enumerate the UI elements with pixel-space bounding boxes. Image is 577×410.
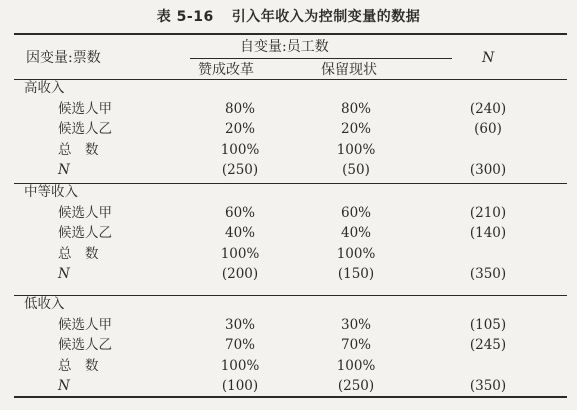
cell-keep-status-quo: 20% — [340, 121, 371, 137]
cell-support-reform: 40% — [224, 225, 255, 241]
cell-n: (350) — [469, 266, 507, 282]
group-label: 中等收入 — [24, 184, 78, 200]
row-label: N — [58, 378, 70, 394]
cell-keep-status-quo: (50) — [342, 162, 370, 178]
group-separator-rule — [14, 183, 567, 184]
cell-keep-status-quo: (150) — [337, 266, 375, 282]
row-label: N — [58, 162, 70, 178]
cell-keep-status-quo: 100% — [336, 357, 376, 374]
cell-support-reform: (250) — [221, 162, 259, 178]
cell-n: (60) — [474, 121, 502, 137]
cell-support-reform: (200) — [221, 266, 259, 282]
cell-keep-status-quo: 70% — [340, 337, 371, 353]
table-title — [0, 6, 577, 26]
cell-n: (300) — [469, 162, 507, 178]
row-label: N — [58, 266, 70, 282]
group-separator-rule — [14, 295, 567, 296]
cell-n: (245) — [469, 337, 507, 353]
cell-support-reform: 100% — [220, 141, 260, 158]
table-caption: 引入年收入为控制变量的数据 — [231, 9, 421, 25]
cell-keep-status-quo: 60% — [340, 204, 371, 221]
row-label: 候选人甲 — [58, 316, 112, 333]
cell-keep-status-quo: 100% — [336, 141, 376, 158]
table-number: 表 5-16 — [156, 9, 214, 25]
row-label: 候选人甲 — [58, 204, 112, 221]
row-label: 总 数 — [58, 245, 99, 262]
cell-support-reform: 100% — [220, 245, 260, 262]
top-rule — [14, 33, 567, 35]
cell-keep-status-quo: 30% — [340, 316, 371, 333]
group-label: 高收入 — [24, 80, 65, 96]
row-label: 候选人乙 — [58, 121, 112, 137]
dependent-variable-header: 因变量:票数 — [26, 50, 101, 66]
bottom-rule — [14, 396, 567, 398]
cell-n: (350) — [469, 378, 507, 394]
cell-support-reform: 30% — [224, 316, 255, 333]
cell-n: (105) — [469, 316, 507, 333]
cell-support-reform: 100% — [220, 357, 260, 374]
cell-n: (240) — [469, 100, 507, 117]
cell-support-reform: 70% — [224, 337, 255, 353]
row-label: 候选人甲 — [58, 100, 112, 117]
cell-keep-status-quo: 40% — [340, 225, 371, 241]
cell-n: (140) — [469, 225, 507, 241]
row-label: 候选人乙 — [58, 225, 112, 241]
cell-support-reform: 80% — [224, 100, 255, 117]
cell-support-reform: (100) — [221, 378, 259, 394]
col-header-n: N — [482, 50, 495, 66]
row-label: 总 数 — [58, 141, 99, 158]
col-header-support-reform: 赞成改革 — [198, 62, 254, 78]
cell-support-reform: 60% — [224, 204, 255, 221]
header-rule — [14, 79, 567, 80]
row-label: 候选人乙 — [58, 337, 112, 353]
cell-support-reform: 20% — [224, 121, 255, 137]
cell-keep-status-quo: (250) — [337, 378, 375, 394]
independent-header-rule — [190, 58, 452, 59]
independent-variable-header: 自变量:员工数 — [240, 39, 329, 55]
group-label: 低收入 — [24, 296, 65, 312]
cell-n: (210) — [469, 204, 507, 221]
cell-keep-status-quo: 100% — [336, 245, 376, 262]
col-header-keep-status-quo: 保留现状 — [321, 62, 377, 78]
row-label: 总 数 — [58, 357, 99, 374]
cell-keep-status-quo: 80% — [340, 100, 371, 117]
